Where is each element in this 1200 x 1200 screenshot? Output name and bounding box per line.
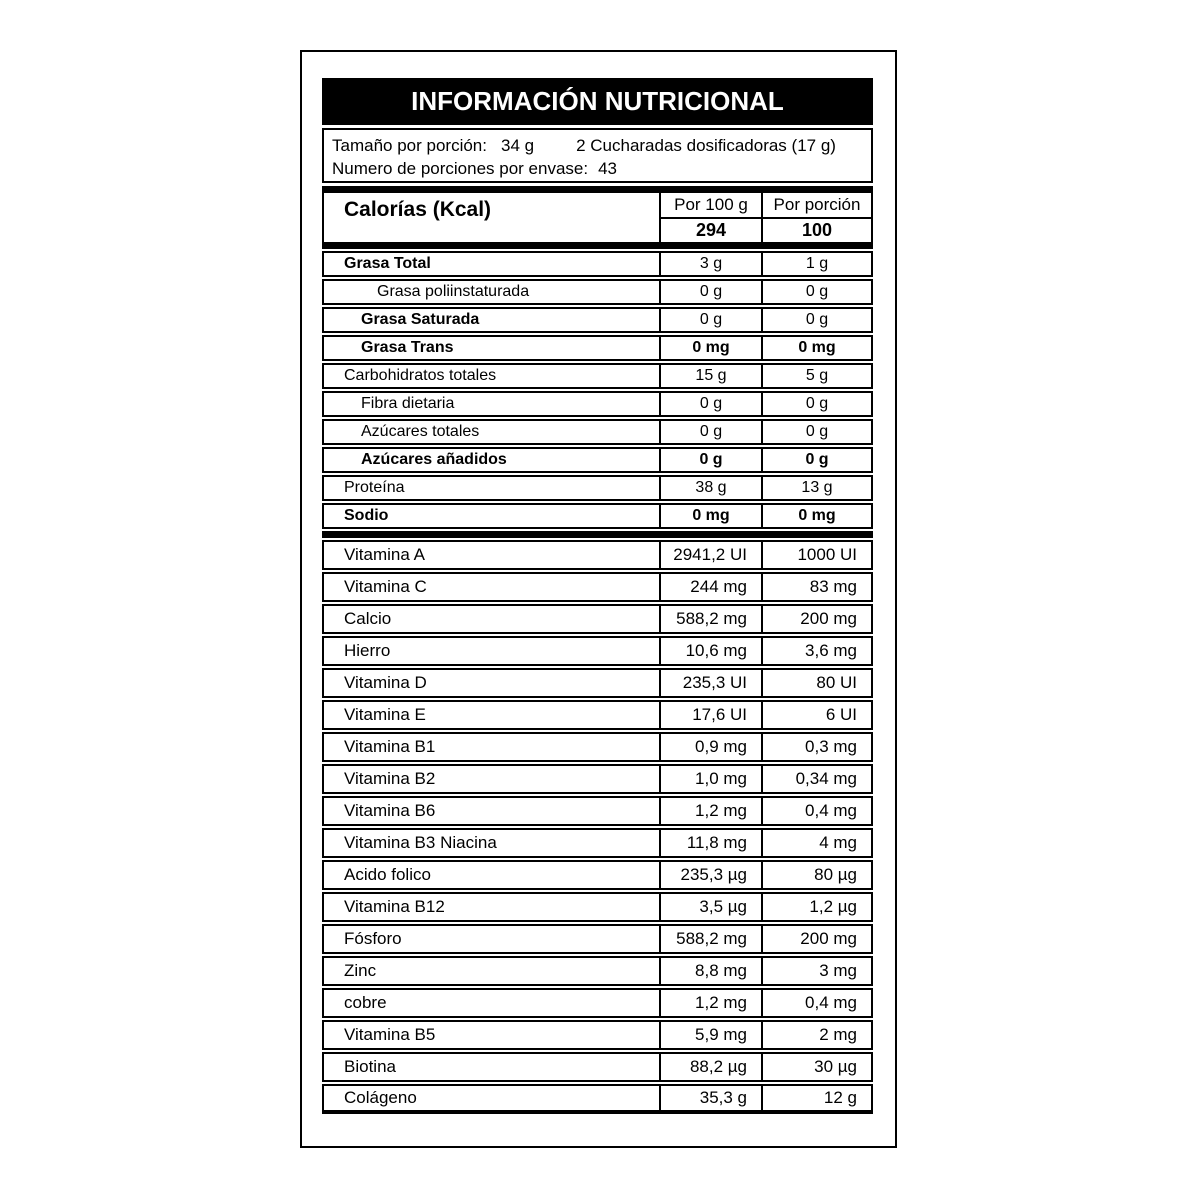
- per-serving-value: 0 g: [805, 423, 829, 440]
- per-100g-value: 5,9 mg: [661, 1022, 763, 1048]
- table-row: [322, 307, 873, 333]
- section-divider-bar: [322, 531, 873, 538]
- per-100g-value: 17,6 UI: [661, 702, 763, 728]
- per-serving-value: 0 mg: [798, 507, 836, 524]
- per-100g-value: 0,9 mg: [661, 734, 763, 760]
- calories-per-portion: 100: [801, 220, 833, 240]
- table-row: [322, 391, 873, 417]
- per-100g-header: Por 100 g: [661, 193, 763, 217]
- per-serving-value: 0,3 mg: [805, 737, 857, 756]
- table-row: [322, 988, 873, 1018]
- per-serving-value: 1,2 µg: [809, 897, 857, 916]
- serving-size-label: Tamaño por porción:: [332, 136, 487, 155]
- table-row: [322, 1052, 873, 1082]
- per-100g-value: 0 g: [661, 421, 763, 443]
- table-row: [322, 764, 873, 794]
- per-portion-header: Por porción: [773, 195, 861, 214]
- calories-section: [322, 186, 873, 249]
- nutrient-label: Vitamina B5: [324, 1022, 661, 1048]
- per-serving-value: 80 µg: [814, 865, 857, 884]
- per-serving-value: 2 mg: [819, 1025, 857, 1044]
- per-100g-value: 0 mg: [661, 337, 763, 359]
- nutrient-label: Grasa Saturada: [324, 309, 661, 331]
- table-row: [322, 475, 873, 501]
- nutrient-label: Grasa Total: [324, 253, 661, 275]
- per-100g-value: 0 g: [661, 309, 763, 331]
- per-100g-value: 0 g: [661, 393, 763, 415]
- nutrient-label: Azúcares añadidos: [324, 449, 661, 471]
- servings-per-container-value: 43: [598, 159, 618, 178]
- table-row: [322, 700, 873, 730]
- per-100g-value: 2941,2 UI: [661, 542, 763, 568]
- nutrient-label: Vitamina B1: [324, 734, 661, 760]
- nutrient-label: Grasa poliinstaturada: [324, 281, 661, 303]
- per-serving-value: 13 g: [801, 479, 833, 496]
- nutrient-label: Colágeno: [324, 1086, 661, 1110]
- nutrient-label: Azúcares totales: [324, 421, 661, 443]
- per-serving-value: 80 UI: [816, 673, 857, 692]
- per-100g-value: 244 mg: [661, 574, 763, 600]
- serving-info-box: [322, 128, 873, 183]
- per-serving-value: 1000 UI: [797, 545, 857, 564]
- nutrient-label: Hierro: [324, 638, 661, 664]
- per-100g-value: 0 mg: [661, 505, 763, 527]
- per-100g-value: 10,6 mg: [661, 638, 763, 664]
- title-bar: [322, 78, 873, 125]
- table-row: [322, 604, 873, 634]
- nutrient-label: Acido folico: [324, 862, 661, 888]
- nutrient-label: Vitamina A: [324, 542, 661, 568]
- nutrient-label: Biotina: [324, 1054, 661, 1080]
- per-100g-value: 15 g: [661, 365, 763, 387]
- table-row: [322, 335, 873, 361]
- nutrient-label: Vitamina B6: [324, 798, 661, 824]
- table-row: [322, 860, 873, 890]
- per-100g-value: 1,2 mg: [661, 990, 763, 1016]
- table-row: [322, 1084, 873, 1114]
- table-row: [322, 828, 873, 858]
- table-row: [322, 363, 873, 389]
- nutrient-label: Zinc: [324, 958, 661, 984]
- table-row: [322, 572, 873, 602]
- per-serving-value: 0 mg: [798, 339, 836, 356]
- table-row: [322, 251, 873, 277]
- table-row: [322, 503, 873, 529]
- calories-columns: [661, 193, 871, 242]
- nutrient-label: Vitamina B12: [324, 894, 661, 920]
- per-100g-value: 3 g: [661, 253, 763, 275]
- per-serving-value: 4 mg: [819, 833, 857, 852]
- nutrient-label: Carbohidratos totales: [324, 365, 661, 387]
- nutrition-label: [322, 78, 873, 1114]
- per-serving-value: 3 mg: [819, 961, 857, 980]
- nutrient-label: Vitamina E: [324, 702, 661, 728]
- per-100g-value: 235,3 UI: [661, 670, 763, 696]
- serving-size-note: 2 Cucharadas dosificadoras (17 g): [576, 136, 836, 155]
- servings-per-container-line: [332, 157, 865, 180]
- page-title: INFORMACIÓN NUTRICIONAL: [411, 86, 784, 116]
- table-row: [322, 540, 873, 570]
- per-serving-value: 0 g: [805, 283, 829, 300]
- per-serving-value: 6 UI: [825, 705, 857, 724]
- per-100g-value: 235,3 µg: [661, 862, 763, 888]
- per-100g-value: 88,2 µg: [661, 1054, 763, 1080]
- calories-label: Calorías (Kcal): [324, 193, 661, 242]
- nutrient-label: Calcio: [324, 606, 661, 632]
- nutrient-label: Grasa Trans: [324, 337, 661, 359]
- calories-per-100g: 294: [661, 219, 763, 242]
- per-serving-value: 0 g: [805, 451, 829, 468]
- calories-value-row: [661, 219, 871, 242]
- per-serving-value: 0,4 mg: [805, 801, 857, 820]
- per-serving-value: 5 g: [805, 367, 829, 384]
- per-100g-value: 1,2 mg: [661, 798, 763, 824]
- per-serving-value: 0 g: [805, 311, 829, 328]
- per-serving-value: 0 g: [805, 395, 829, 412]
- nutrient-label: Vitamina B2: [324, 766, 661, 792]
- per-serving-value: 1 g: [805, 255, 829, 272]
- per-serving-value: 200 mg: [800, 929, 857, 948]
- table-row: [322, 1020, 873, 1050]
- calories-header-row: [661, 193, 871, 219]
- vitamins-table: [322, 540, 873, 1114]
- per-100g-value: 588,2 mg: [661, 606, 763, 632]
- per-100g-value: 0 g: [661, 449, 763, 471]
- per-serving-value: 12 g: [823, 1088, 857, 1107]
- nutrient-label: Vitamina C: [324, 574, 661, 600]
- servings-per-container-label: Numero de porciones por envase:: [332, 159, 589, 178]
- per-100g-value: 0 g: [661, 281, 763, 303]
- per-100g-value: 38 g: [661, 477, 763, 499]
- nutrient-label: Vitamina B3 Niacina: [324, 830, 661, 856]
- table-row: [322, 892, 873, 922]
- per-serving-value: 3,6 mg: [805, 641, 857, 660]
- nutrient-label: Fibra dietaria: [324, 393, 661, 415]
- macros-table: [322, 251, 873, 529]
- table-row: [322, 956, 873, 986]
- per-100g-value: 35,3 g: [661, 1086, 763, 1110]
- per-serving-value: 83 mg: [809, 577, 857, 596]
- table-row: [322, 419, 873, 445]
- nutrient-label: cobre: [324, 990, 661, 1016]
- table-row: [322, 924, 873, 954]
- serving-size-value: 34 g: [500, 136, 535, 155]
- per-100g-value: 11,8 mg: [661, 830, 763, 856]
- per-100g-value: 1,0 mg: [661, 766, 763, 792]
- per-100g-value: 3,5 µg: [661, 894, 763, 920]
- nutrient-label: Fósforo: [324, 926, 661, 952]
- nutrient-label: Proteína: [324, 477, 661, 499]
- table-row: [322, 796, 873, 826]
- per-100g-value: 8,8 mg: [661, 958, 763, 984]
- table-row: [322, 279, 873, 305]
- per-serving-value: 0,34 mg: [795, 769, 857, 788]
- per-100g-value: 588,2 mg: [661, 926, 763, 952]
- nutrient-label: Sodio: [324, 505, 661, 527]
- table-row: [322, 636, 873, 666]
- per-serving-value: 200 mg: [800, 609, 857, 628]
- table-row: [322, 668, 873, 698]
- per-serving-value: 30 µg: [814, 1057, 857, 1076]
- table-row: [322, 447, 873, 473]
- nutrient-label: Vitamina D: [324, 670, 661, 696]
- serving-size-line: [332, 134, 865, 157]
- per-serving-value: 0,4 mg: [805, 993, 857, 1012]
- table-row: [322, 732, 873, 762]
